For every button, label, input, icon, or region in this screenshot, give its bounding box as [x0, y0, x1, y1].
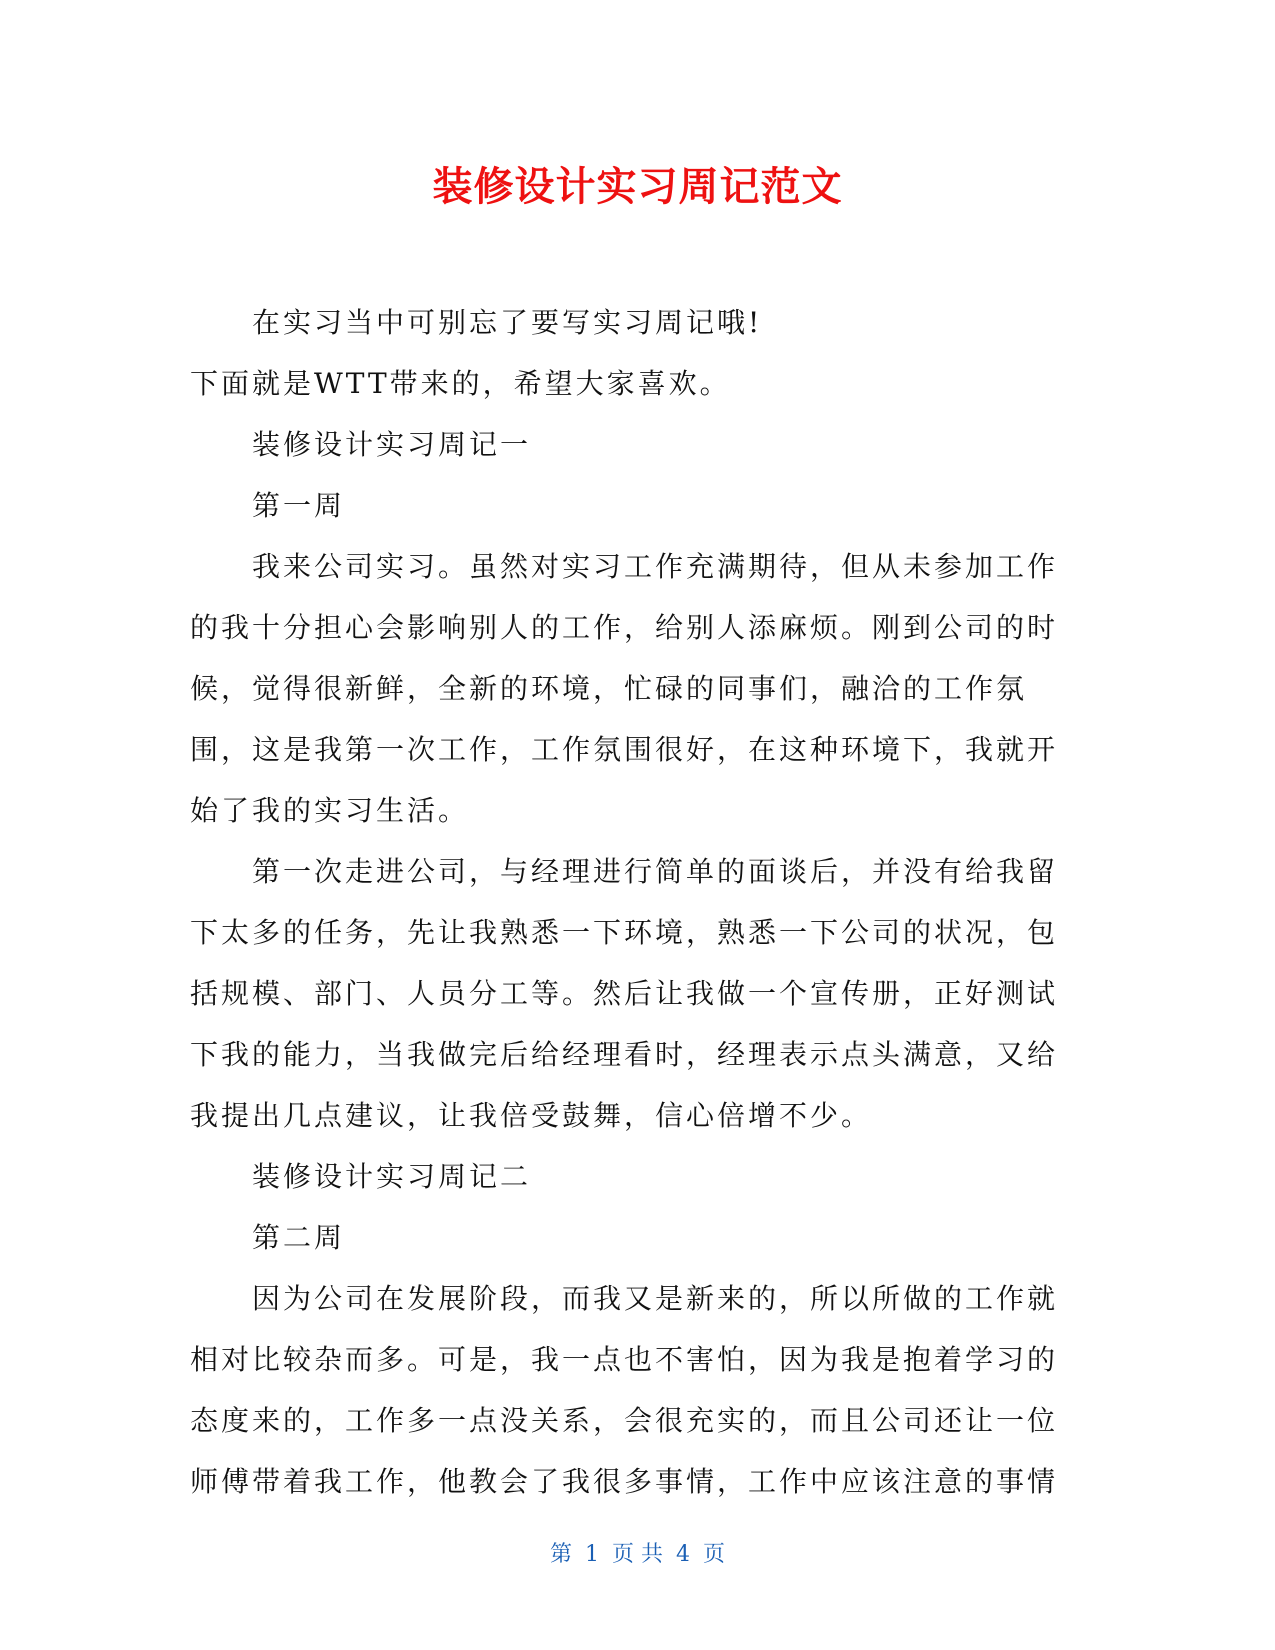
footer-mid: 页 共 — [612, 1542, 663, 1567]
paragraph-intro: 在实习当中可别忘了要写实习周记哦! — [252, 306, 763, 339]
paragraph-week2-a: 因为公司在发展阶段，而我又是新来的，所以所做的工作就相对比较杂而多。可是，我一点也不害怕，因为我是抱着学习的态度来的，工作多一点没关系，会很充实的，而且公司还让一位师傅带着我工作，他教会了我很多事情，工作中应该注意的事情 — [190, 1282, 1059, 1498]
footer-current-page: 1 — [585, 1542, 599, 1567]
footer-total-pages: 4 — [676, 1542, 690, 1567]
week-heading-2: 第二周 — [252, 1221, 346, 1254]
document-body — [190, 292, 1058, 1512]
paragraph-intro-2: 下面就是WTT带来的，希望大家喜欢。 — [190, 367, 731, 400]
document-title: 装修设计实习周记范文 — [432, 164, 843, 210]
week-heading-1: 第一周 — [252, 489, 346, 522]
footer-suffix: 页 — [703, 1542, 726, 1567]
page-footer — [0, 1540, 1275, 1570]
section-heading-1: 装修设计实习周记一 — [252, 428, 532, 461]
section-heading-2: 装修设计实习周记二 — [252, 1160, 532, 1193]
footer-prefix: 第 — [549, 1542, 572, 1567]
paragraph-week1-b: 第一次走进公司，与经理进行简单的面谈后，并没有给我留下太多的任务，先让我熟悉一下环境，熟悉一下公司的状况，包括规模、部门、人员分工等。然后让我做一个宣传册，正好测试下我的能力，当我做完后给经理看时，经理表示点头满意，又给我提出几点建议，让我倍受鼓舞，信心倍增不少。 — [190, 855, 1059, 1132]
paragraph-week1-a: 我来公司实习。虽然对实习工作充满期待，但从未参加工作的我十分担心会影响别人的工作，给别人添麻烦。刚到公司的时候，觉得很新鲜，全新的环境，忙碌的同事们，融洽的工作氛围，这是我第一次工作，工作氛围很好，在这种环境下，我就开始了我的实习生活。 — [190, 550, 1059, 827]
